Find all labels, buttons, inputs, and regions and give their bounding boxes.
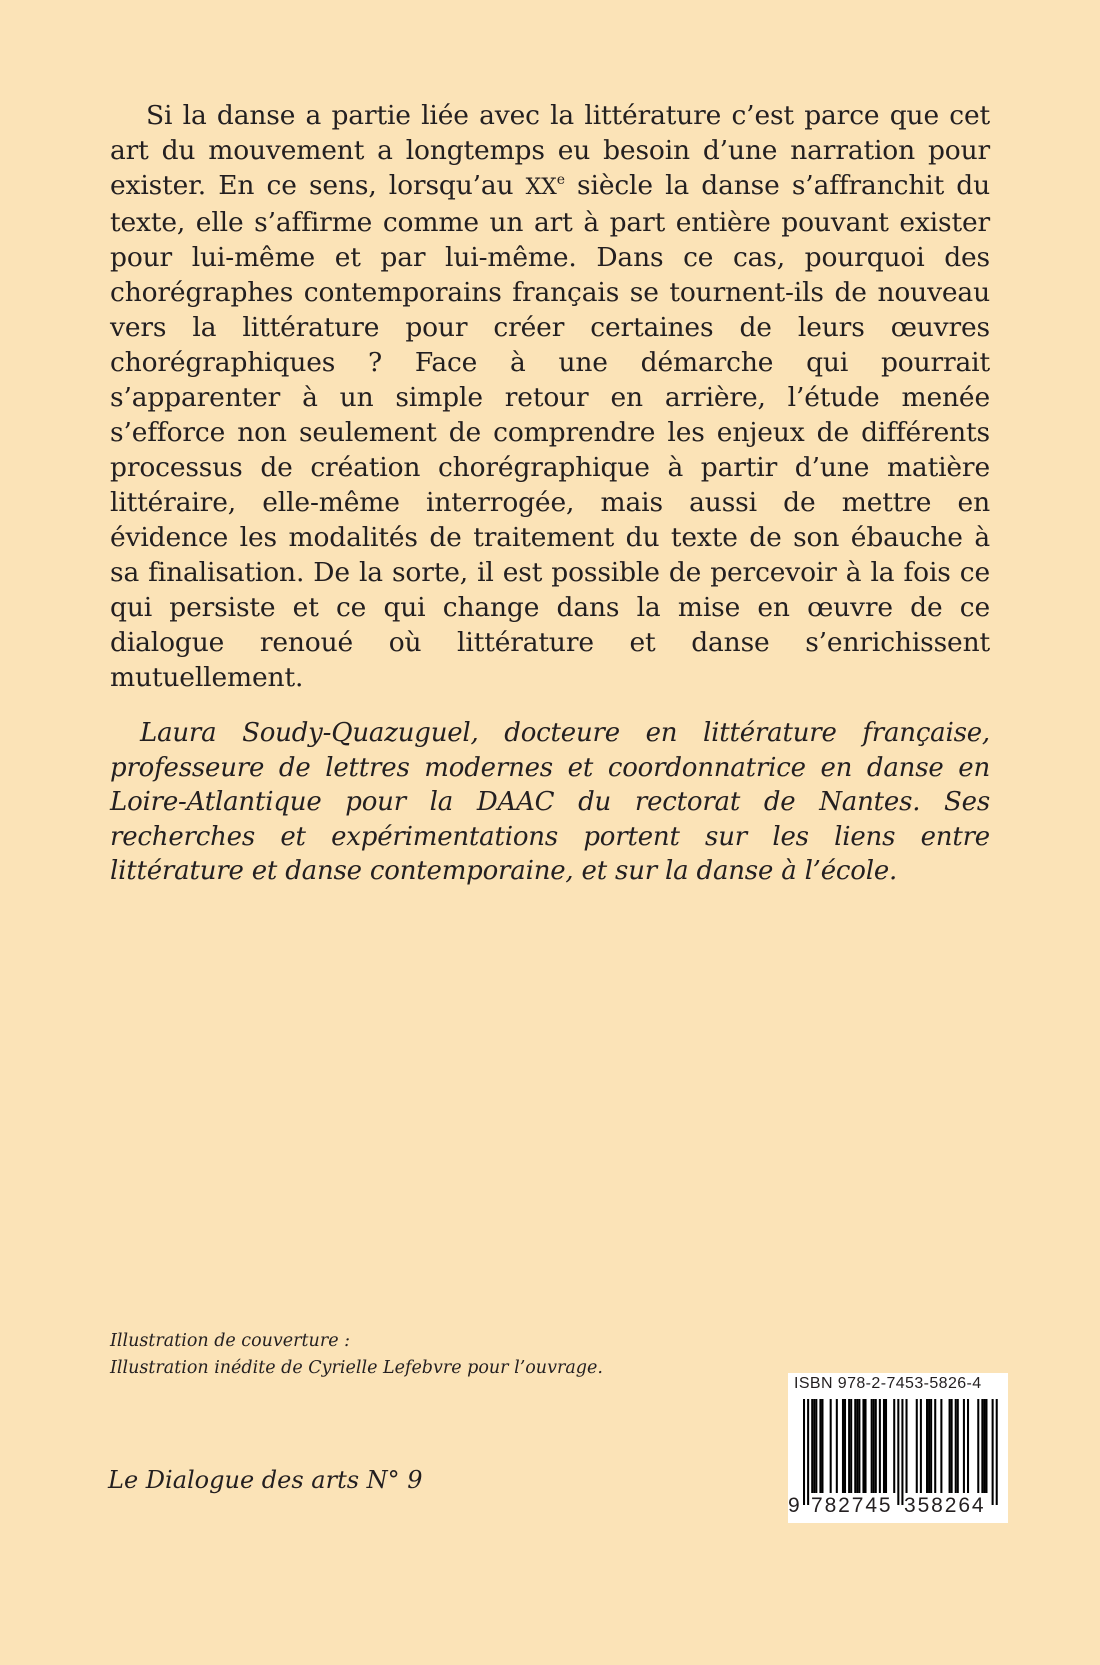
barcode-bar: [879, 1399, 881, 1493]
barcode-bar: [854, 1399, 856, 1493]
barcode-bar: [844, 1399, 846, 1493]
barcode-bar: [920, 1399, 922, 1493]
barcode-bar: [996, 1399, 998, 1505]
barcode-bar: [830, 1399, 832, 1493]
barcode-bar: [842, 1399, 844, 1493]
barcode-bar: [813, 1399, 815, 1493]
barcode-bar: [850, 1399, 852, 1493]
barcode-bar: [981, 1399, 983, 1493]
barcode-bar: [873, 1399, 875, 1493]
barcode-bar: [928, 1399, 930, 1493]
barcode-bar: [848, 1399, 850, 1493]
barcode-bar: [821, 1399, 823, 1493]
barcode-bar: [865, 1399, 867, 1493]
barcode-bar: [856, 1399, 858, 1493]
barcode-bar: [862, 1399, 864, 1493]
barcode-bar: [985, 1399, 987, 1493]
barcode-bar: [955, 1399, 957, 1493]
barcode-bar: [875, 1399, 877, 1493]
barcode-bar: [893, 1399, 895, 1493]
barcode-bar: [951, 1399, 953, 1493]
credits-heading: Illustration de couverture :: [110, 1331, 351, 1351]
cover-illustration-credits: [110, 1328, 603, 1382]
barcode-first-digit: 9: [788, 1494, 800, 1517]
century-superscript: e: [556, 172, 565, 188]
barcode-bar: [916, 1399, 918, 1493]
barcode-bar: [983, 1399, 985, 1493]
barcode-bar: [871, 1399, 873, 1493]
barcode-bar: [957, 1399, 959, 1493]
barcode-bar: [897, 1399, 899, 1505]
barcode-bar: [901, 1399, 903, 1505]
barcode-bar: [803, 1399, 805, 1505]
barcode-bar: [836, 1399, 838, 1493]
summary-text-part1: Si la danse a partie liée avec la littérature c’est parce que cet art du mouvement a longtemps eu besoin d’une narration pour exister. En ce sens, lorsqu’au: [110, 100, 990, 201]
barcode-bar: [940, 1399, 942, 1493]
barcode-bar: [883, 1399, 885, 1493]
century-numeral: XX: [525, 175, 557, 200]
isbn-number: ISBN 978-2-7453-5826-4: [794, 1375, 982, 1392]
barcode-bar: [885, 1399, 887, 1493]
barcode-bar: [992, 1399, 994, 1505]
barcode-bar: [807, 1399, 809, 1505]
summary-text-part2: siècle la danse s’affranchit du texte, elle s’affirme comme un art à part entière pouvant exister pour lui-même et par lui-même. Dans ce cas, pourquoi des chorégraphes contemporains français se tournent-ils de nouveau vers la littérature pour créer certaines de leurs œuvres chorégraphiques ? Face à une démarche qui pourrait s’apparenter à un simple retour en arrière, l’étude menée s’efforce non seulement de comprendre les enjeux de différents processus de création chorégraphique à partir d’une matière littéraire, elle-même interrogée, mais aussi de mettre en évidence les modalités de traitement du texte de son ébauche à sa finalisation. De la sorte, il est possible de percevoir à la fois ce qui persiste et ce qui change dans la mise en œuvre de ce dialogue renoué où littérature et danse s’enrichissent mutuellement.: [110, 170, 990, 693]
book-summary: [110, 98, 990, 695]
barcode-bar: [949, 1399, 951, 1493]
barcode-left-group: 782745: [811, 1494, 893, 1517]
barcode-bar: [819, 1399, 821, 1493]
series-title: Le Dialogue des arts N° 9: [108, 1466, 423, 1494]
barcode-bar: [815, 1399, 817, 1493]
barcode-bar: [977, 1399, 979, 1493]
author-bio: Laura Soudy-Quazuguel, docteure en littérature française, professeure de lettres modernes et coordonnatrice en danse en Loire-Atlantique pour la DAAC du rectorat de Nantes. Ses recherches et expérimentations portent sur les liens entre littérature et danse contemporaine, et sur la danse à l’école.: [110, 718, 990, 886]
barcode-bar: [811, 1399, 813, 1493]
credits-detail: Illustration inédite de Cyrielle Lefebvre pour l’ouvrage.: [110, 1358, 603, 1378]
barcode-bar: [858, 1399, 860, 1493]
isbn-barcode-block: [788, 1373, 1008, 1523]
barcode-bar: [930, 1399, 932, 1493]
barcode-bar: [926, 1399, 928, 1493]
barcode-bar: [934, 1399, 936, 1493]
barcode-bar: [963, 1399, 965, 1493]
barcode-bar: [906, 1399, 908, 1493]
barcode-bar: [967, 1399, 969, 1493]
barcode-right-group: 358264: [904, 1494, 986, 1517]
